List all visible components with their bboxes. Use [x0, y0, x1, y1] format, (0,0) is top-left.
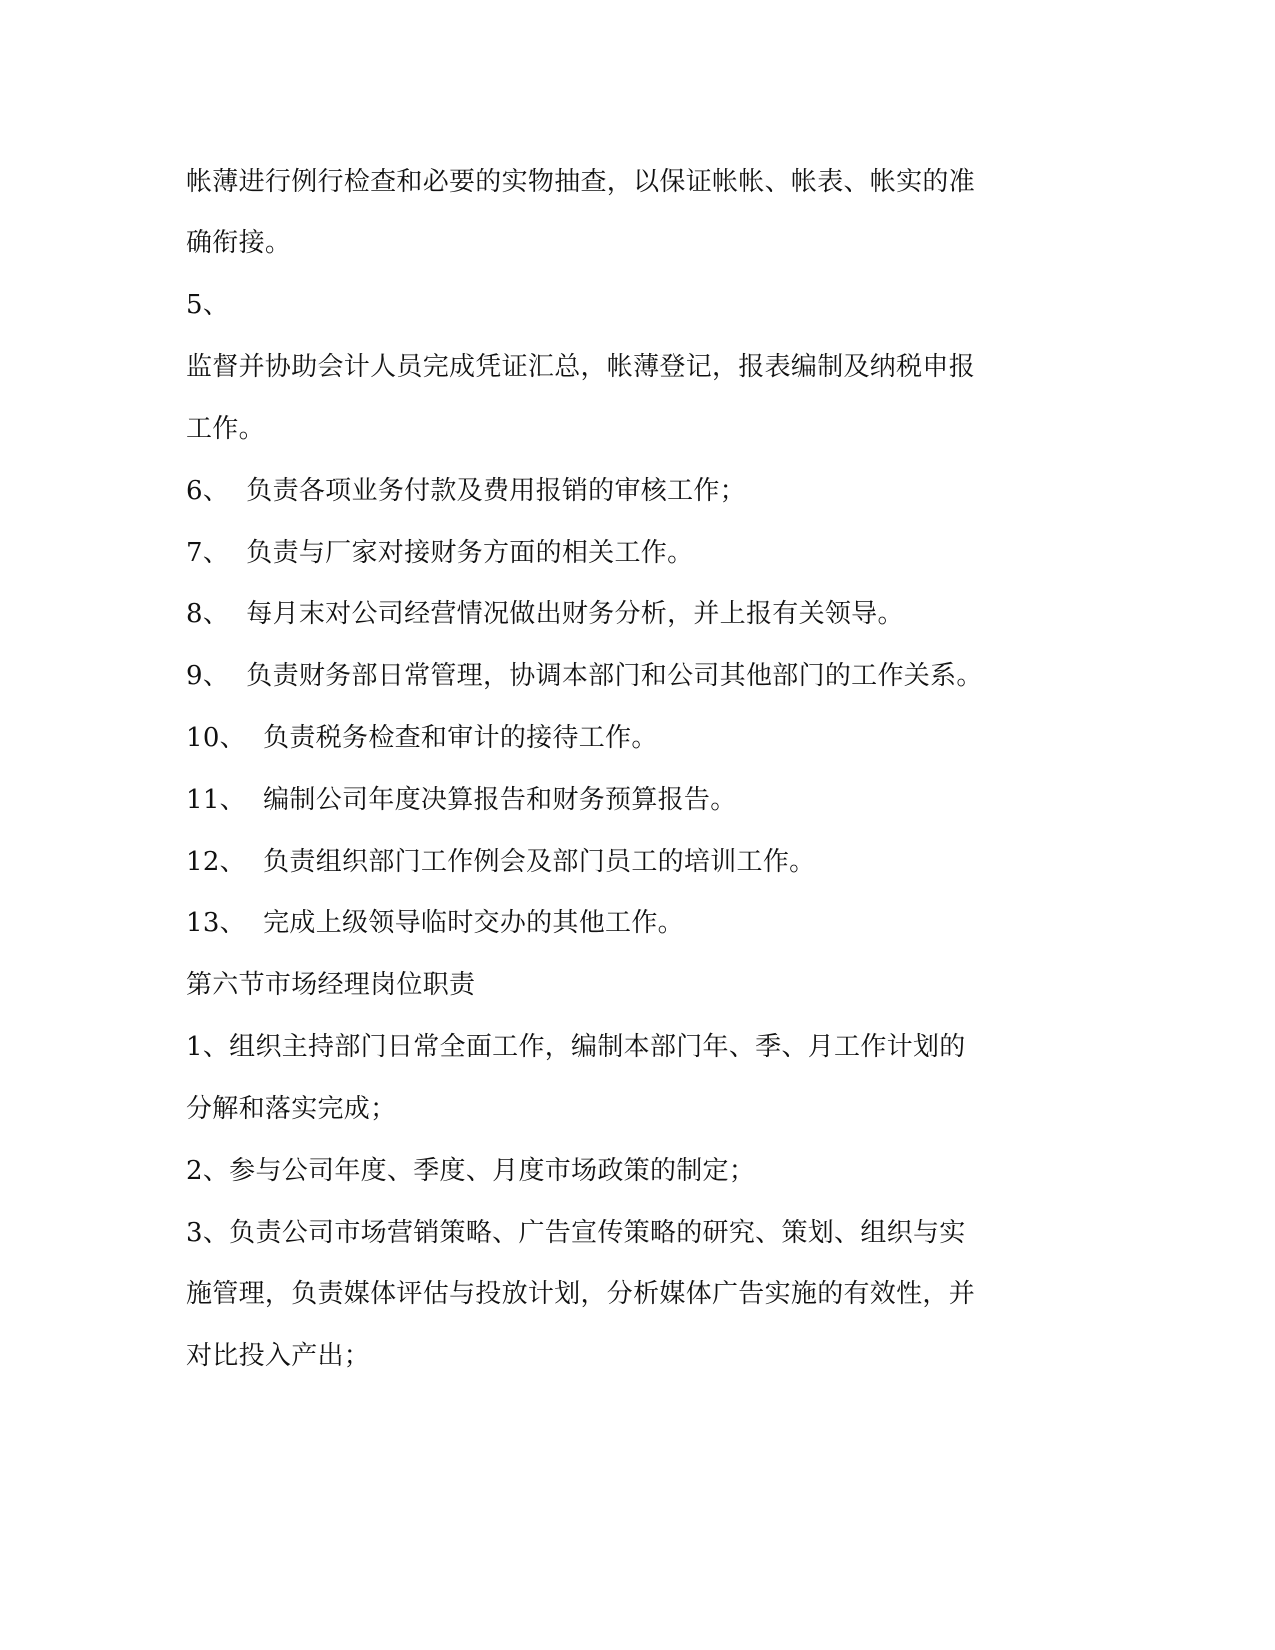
- text-line: 帐薄进行例行检查和必要的实物抽查，以保证帐帐、帐表、帐实的准: [186, 167, 976, 197]
- list-item: 13、 完成上级领导临时交办的其他工作。: [186, 908, 684, 938]
- section-heading: 第六节市场经理岗位职责: [186, 970, 476, 1000]
- text-line: 5、: [186, 290, 230, 320]
- list-item: 1、组织主持部门日常全面工作，编制本部门年、季、月工作计划的: [186, 1032, 966, 1062]
- list-item: 10、 负责税务检查和审计的接待工作。: [186, 723, 658, 753]
- list-item: 3、负责公司市场营销策略、广告宣传策略的研究、策划、组织与实: [186, 1218, 966, 1248]
- list-item: 11、 编制公司年度决算报告和财务预算报告。: [186, 785, 737, 815]
- text-line: 工作。: [186, 414, 265, 444]
- list-item: 7、 负责与厂家对接财务方面的相关工作。: [186, 538, 694, 568]
- list-item: 9、 负责财务部日常管理，协调本部门和公司其他部门的工作关系。: [186, 661, 983, 691]
- list-item: 2、参与公司年度、季度、月度市场政策的制定；: [186, 1156, 756, 1186]
- text-line: 监督并协助会计人员完成凭证汇总，帐薄登记，报表编制及纳税申报: [186, 352, 976, 382]
- list-item: 12、 负责组织部门工作例会及部门员工的培训工作。: [186, 847, 816, 877]
- text-line: 施管理，负责媒体评估与投放计划，分析媒体广告实施的有效性，并: [186, 1279, 976, 1309]
- text-line: 对比投入产出；: [186, 1341, 371, 1371]
- list-item: 8、 每月末对公司经营情况做出财务分析，并上报有关领导。: [186, 599, 904, 629]
- text-line: 分解和落实完成；: [186, 1094, 397, 1124]
- text-line: 确衔接。: [186, 228, 292, 258]
- list-item: 6、 负责各项业务付款及费用报销的审核工作；: [186, 476, 746, 506]
